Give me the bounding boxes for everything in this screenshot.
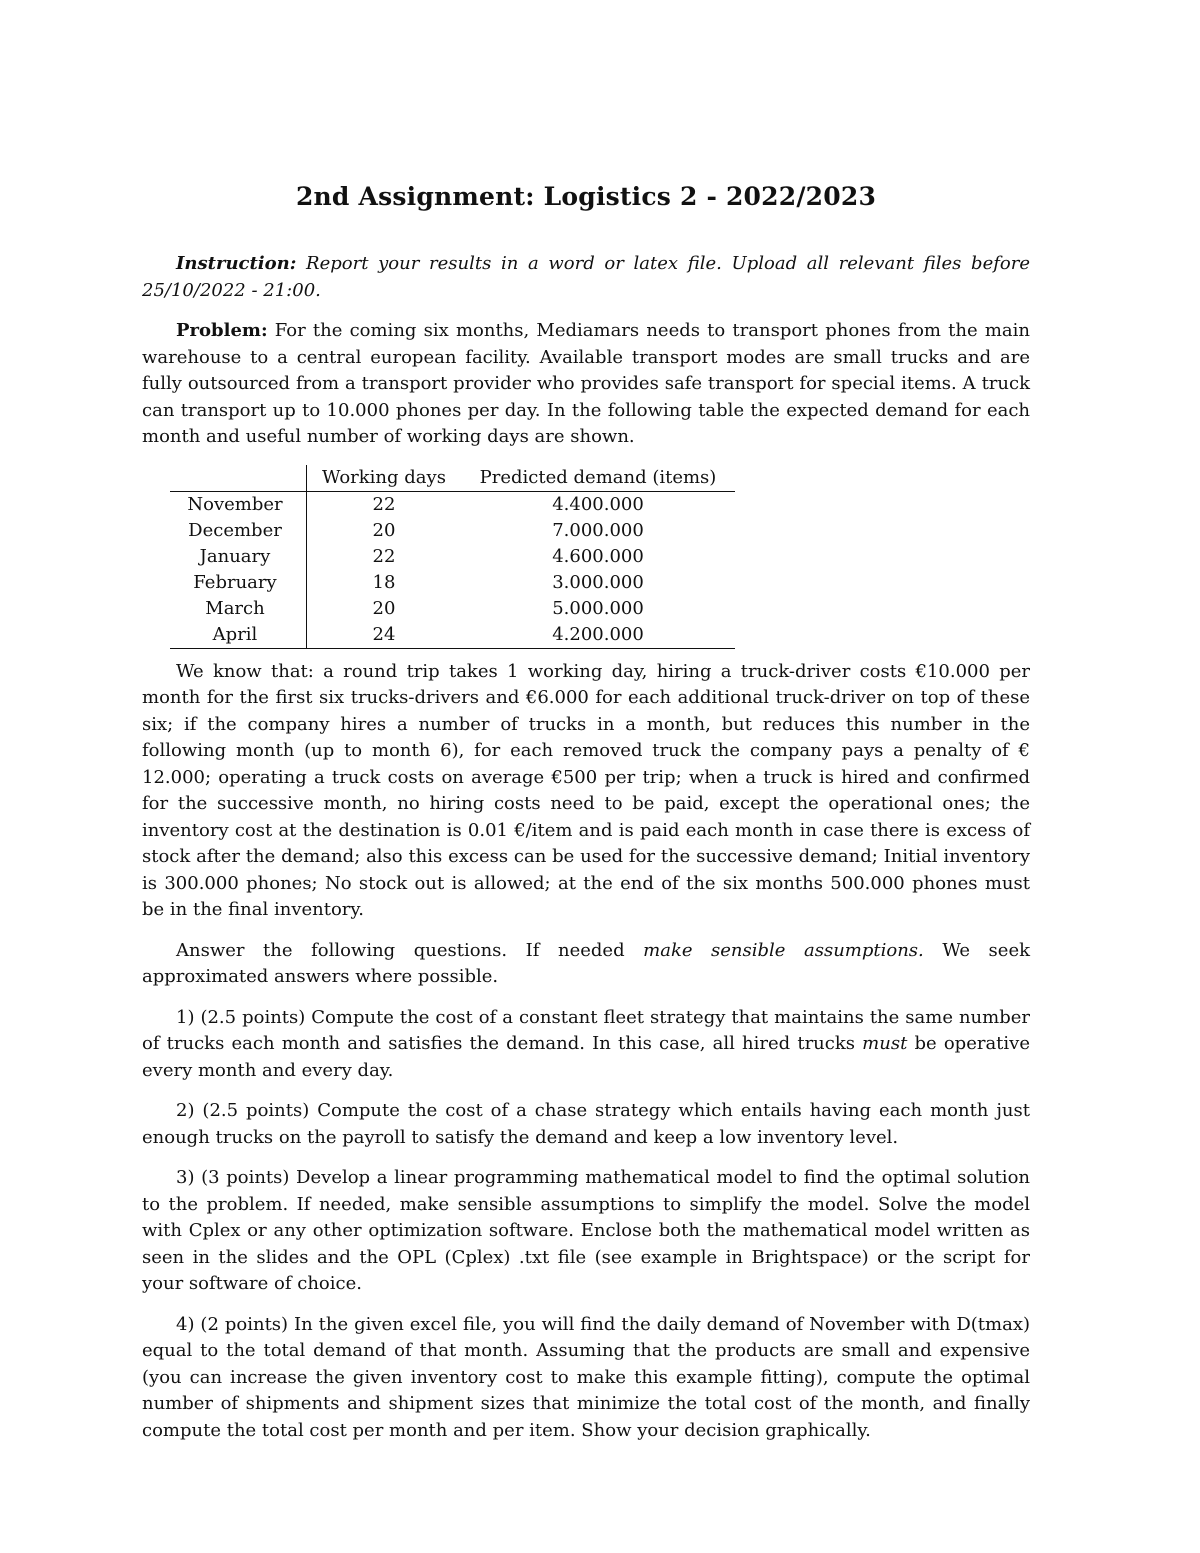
demand-cell: 5.000.000 — [552, 597, 644, 619]
demand-table — [170, 465, 735, 649]
question-2: 2) (2.5 points) Compute the cost of a chase strategy which entails having each month just enough trucks on the payroll to satisfy the demand and keep a low inventory level. — [142, 1100, 1030, 1148]
table-header-row — [170, 465, 735, 492]
working-days-cell: 22 — [372, 545, 396, 567]
working-days-cell: 18 — [372, 571, 396, 593]
problem-text: For the coming six months, Mediamars needs to transport phones from the main warehouse to a central european facility. Available transport modes are small trucks and are fully outsourced from a transport provider who provides safe transport for special items. A truck can transport up to 10.000 phones per day. In the following table the expected demand for each month and useful number of working days are shown. — [142, 320, 1030, 447]
table-row — [170, 596, 735, 622]
answer-intro-text: We seek approximated answers where possible. — [142, 939, 1031, 987]
table-header-cell: Predicted demand (items) — [461, 465, 735, 492]
instruction-lead: Instruction: — [176, 253, 297, 274]
question-4: 4) (2 points) In the given excel file, you will find the daily demand of November with D(tmax) equal to the total demand of that month. Assuming that the products are small and expensive (you can increase the given inventory cost to make this example fitting), compute the optimal number of shipments and shipment sizes that minimize the total cost of the month, and finally compute the total cost per month and per item. Show your decision graphically. — [142, 1313, 1030, 1441]
table-row — [170, 518, 735, 544]
instruction-text: Report your results in a word or latex file. Upload all relevant files before 25/10/2022 - 21:00. — [142, 253, 1030, 301]
question-1-text: be operative every month and every day. — [142, 1033, 1030, 1081]
problem-paragraph — [142, 318, 1030, 451]
document-title: 2nd Assignment: Logistics 2 - 2022/2023 — [295, 182, 877, 211]
month-cell: April — [170, 622, 307, 649]
demand-cell: 4.200.000 — [461, 622, 735, 649]
working-days-cell: 20 — [372, 597, 396, 619]
question-1 — [142, 1005, 1030, 1085]
table-header-cell: Working days — [307, 465, 462, 492]
answer-intro-text: Answer the following questions. If needed — [176, 939, 644, 961]
demand-cell: 4.400.000 — [552, 493, 644, 515]
month-cell: December — [170, 518, 307, 544]
assumptions-paragraph: We know that: a round trip takes 1 working day, hiring a truck-driver costs €10.000 per month for the first six trucks-drivers and €6.000 for each additional truck-driver on top of these six; if the company hires a number of trucks in a month, but reduces this number in the following month (up to month 6), for each removed truck the company pays a penalty of € 12.000; operating a truck costs on average €500 per trip; when a truck is hired and confirmed for the successive month, no hiring costs need to be paid, except the operational ones; the inventory cost at the destination is 0.01 €/item and is paid each month in case there is excess of stock after the demand; also this excess can be used for the successive demand; Initial inventory is 300.000 phones; No stock out is allowed; at the end of the six months 500.000 phones must be in the final inventory. — [142, 660, 1030, 920]
demand-cell: 7.000.000 — [552, 519, 644, 541]
table-row — [170, 622, 735, 649]
month-cell: March — [170, 596, 307, 622]
question-1-emphasis: must — [862, 1033, 908, 1054]
demand-cell: 4.600.000 — [552, 545, 644, 567]
table-row — [170, 544, 735, 570]
question-1-text: 1) (2.5 points) Compute the cost of a constant fleet strategy that maintains the same number of trucks each month and satisfies the demand. In this case, all hired trucks — [142, 1006, 1030, 1054]
document-page — [142, 182, 1030, 1458]
question-3: 3) (3 points) Develop a linear programming mathematical model to find the optimal solution to the problem. If needed, make sensible assumptions to simplify the model. Solve the model with Cplex or any other optimization software. Enclose both the mathematical model written as seen in the slides and the OPL (Cplex) .txt file (see example in Brightspace) or the script for your software of choice. — [142, 1167, 1030, 1294]
answer-intro-paragraph — [142, 938, 1030, 991]
demand-cell: 3.000.000 — [552, 571, 644, 593]
table-row — [170, 570, 735, 596]
month-cell: November — [170, 491, 307, 518]
month-cell: February — [170, 570, 307, 596]
problem-lead: Problem: — [176, 320, 268, 341]
month-cell: January — [170, 544, 307, 570]
table-row — [170, 491, 735, 518]
working-days-cell: 22 — [372, 493, 396, 515]
answer-intro-emphasis: make sensible assumptions. — [643, 939, 924, 961]
working-days-cell: 20 — [372, 519, 396, 541]
instruction-paragraph — [142, 251, 1030, 304]
table-header-cell — [170, 465, 307, 492]
working-days-cell: 24 — [307, 622, 462, 649]
